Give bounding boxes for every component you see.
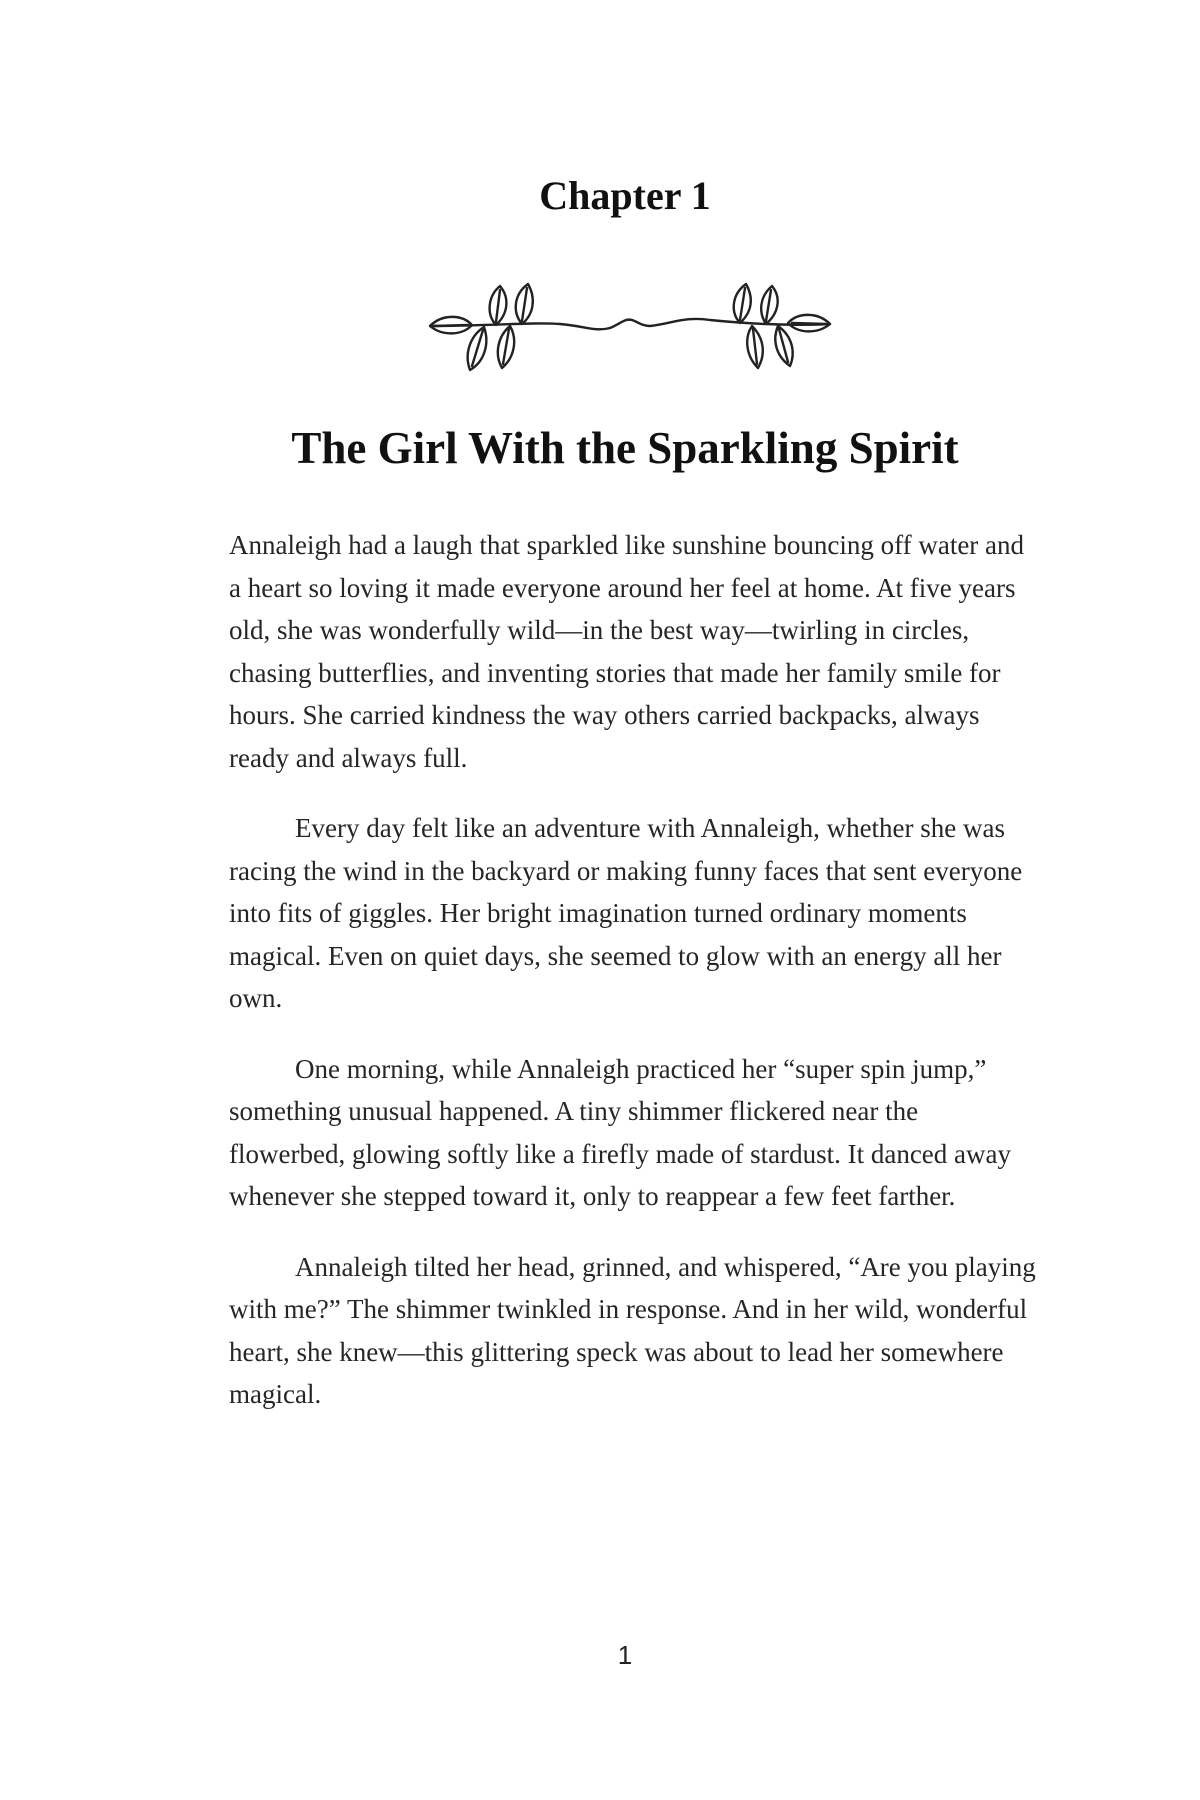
- paragraph: Every day felt like an adventure with Annaleigh, whether she was racing the wind in the backyard or making funny faces that sent everyone into fits of giggles. Her bright imagination turned ordinary moments magical. Even on quiet days, she seemed to glow with an energy all her own.: [229, 813, 1023, 1013]
- page-number: 1: [617, 1640, 633, 1670]
- chapter-label: Chapter 1: [539, 173, 711, 218]
- paragraph: Annaleigh had a laugh that sparkled like sunshine bouncing off water and a heart so loving it made everyone around her feel at home. At five years old, she was wonderfully wild—in the best way—twirling in circles, chasing butterflies, and inventing stories that made her family smile for hours. She carried kindness the way others carried backpacks, always ready and always full.: [229, 530, 1025, 773]
- chapter-body: [229, 524, 1039, 1444]
- paragraph: Annaleigh tilted her head, grinned, and whispered, “Are you playing with me?” The shimmer twinkled in response. And in her wild, wonderful heart, she knew—this glittering speck was about to lead her somewhere magical.: [229, 1251, 1036, 1409]
- paragraph: One morning, while Annaleigh practiced her “super spin jump,” something unusual happened. A tiny shimmer flickered near the flowerbed, glowing softly like a firefly made of stardust. It danced away whenever she stepped toward it, only to reappear a few feet farther.: [229, 1053, 1011, 1211]
- laurel-branch-divider-icon: [410, 270, 850, 380]
- chapter-title: The Girl With the Sparkling Spirit: [291, 423, 959, 473]
